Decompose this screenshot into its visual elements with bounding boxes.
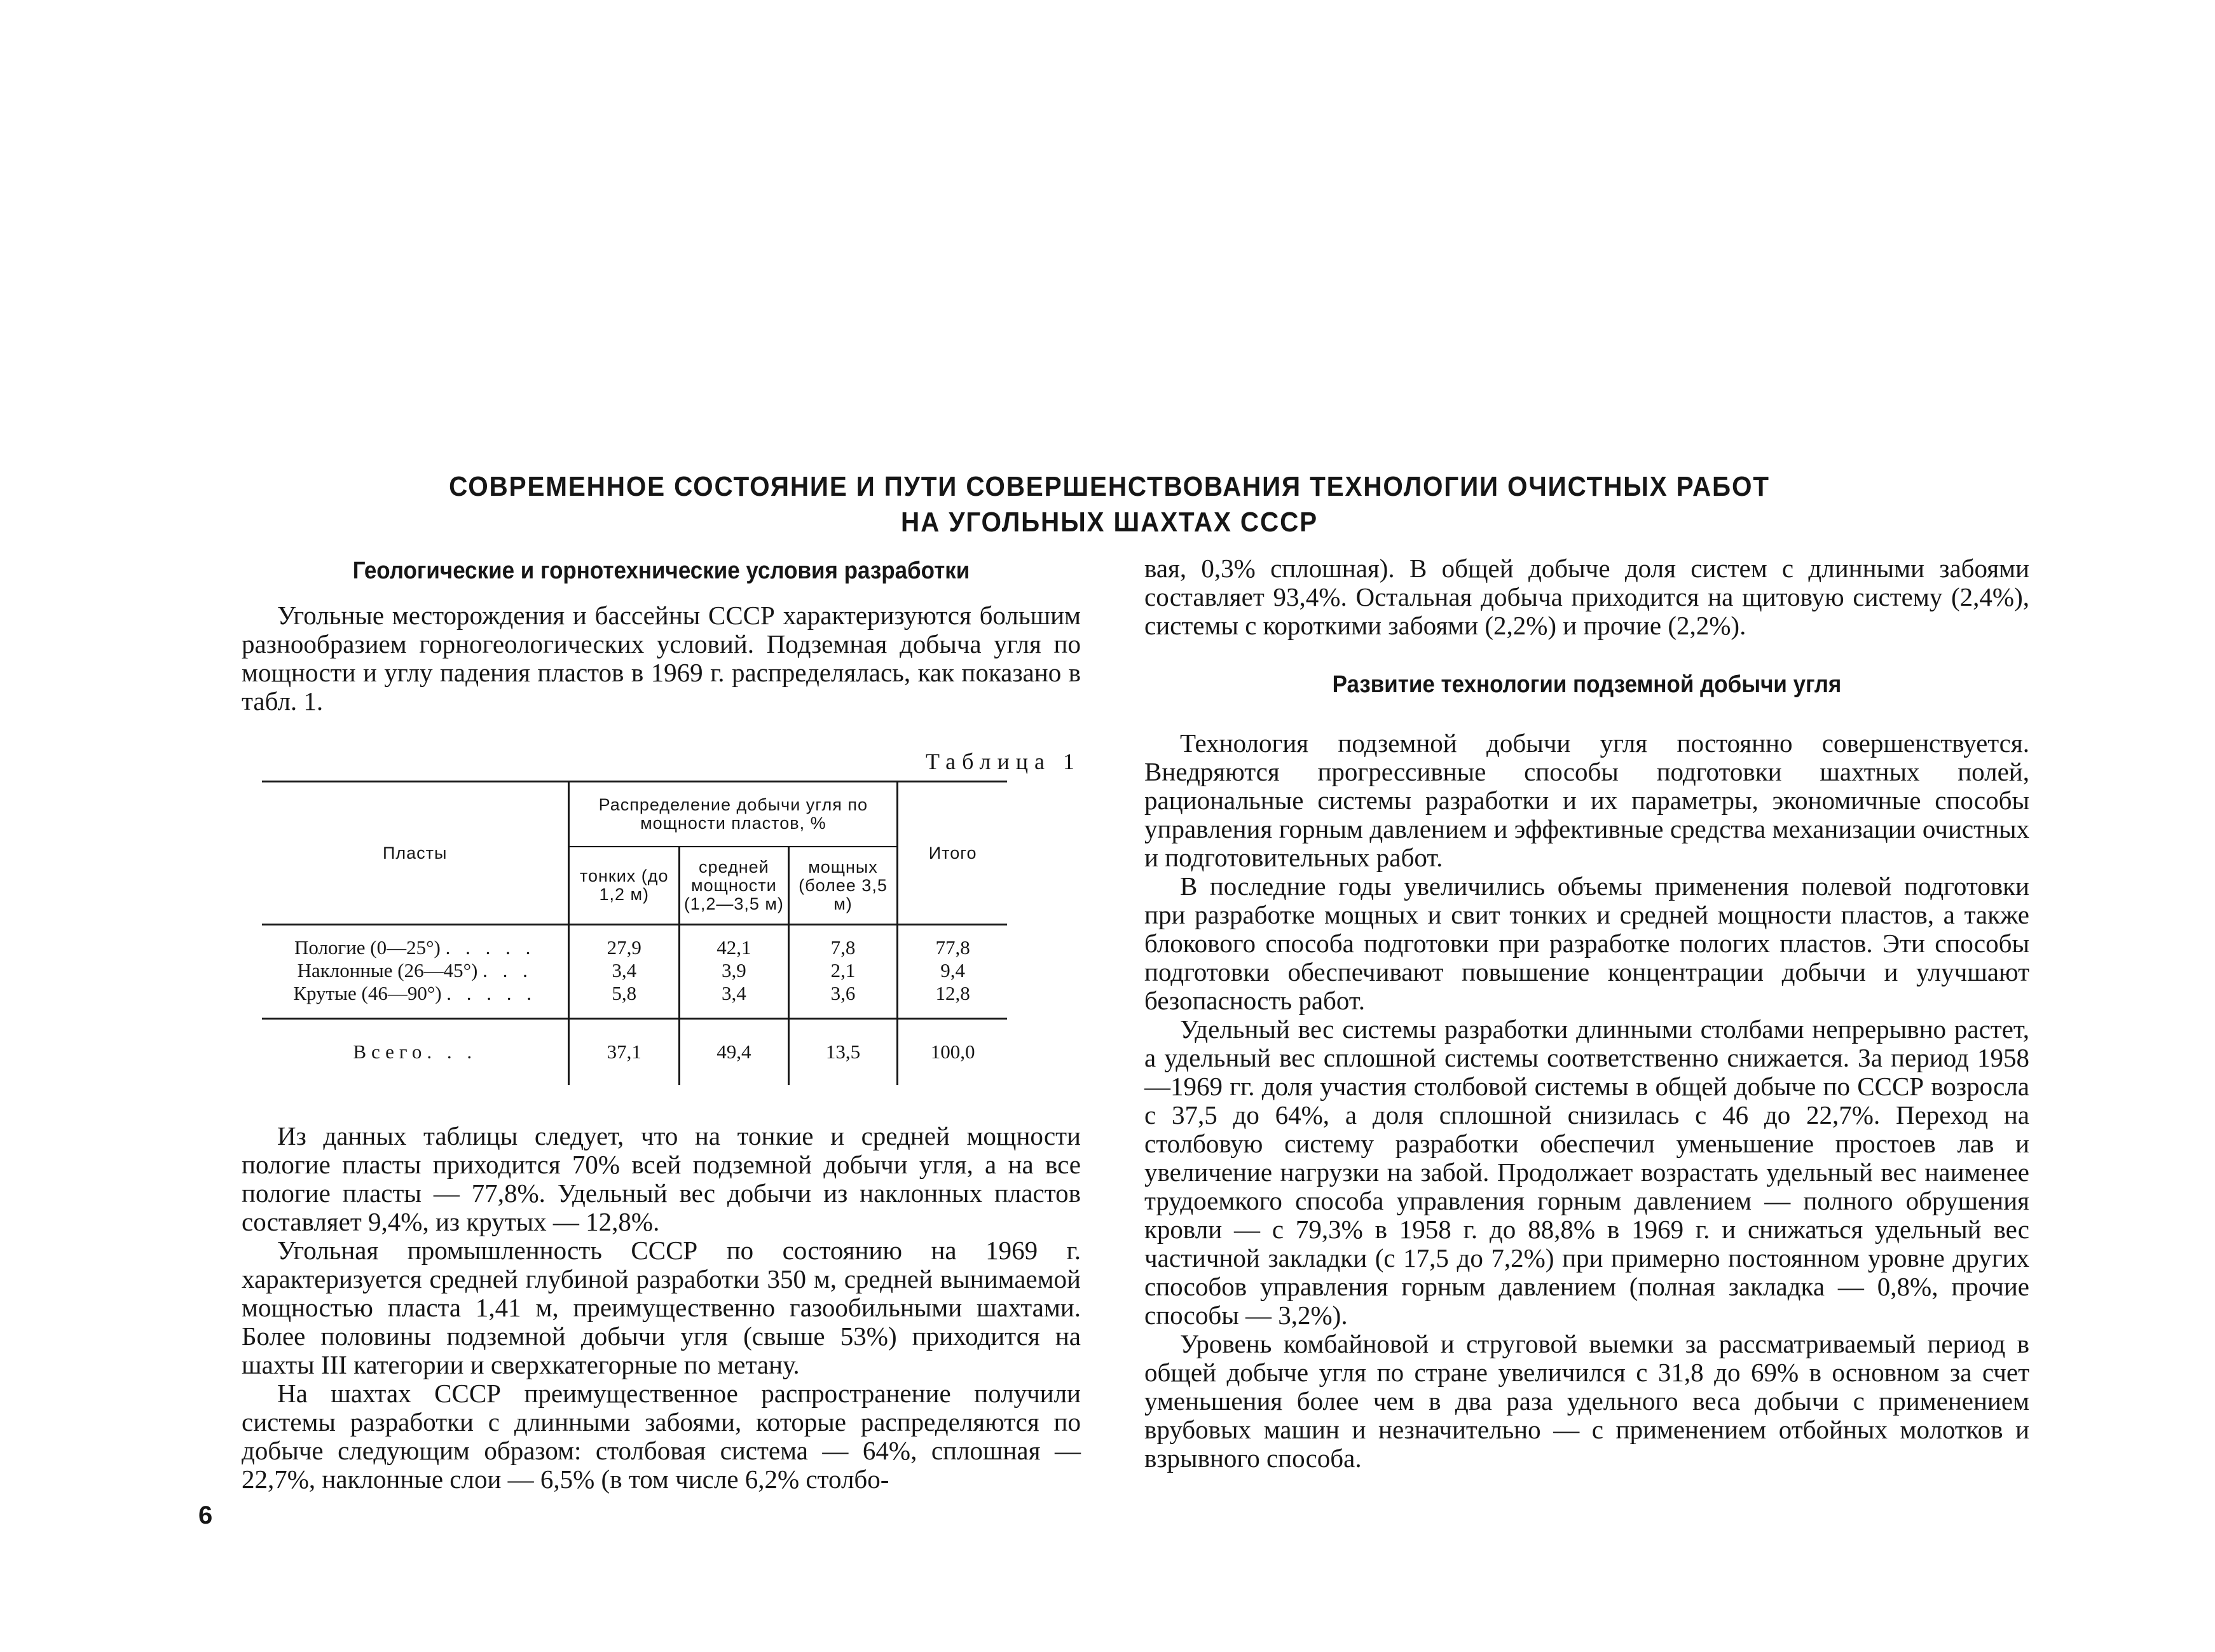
cell-medium: 3,4: [680, 982, 789, 1005]
header-thick: мощных (более 3,5 м): [788, 847, 898, 925]
paragraph-technology: Технология подземной добычи угля постоянно совершенствуется. Внедряются прогрессивные способы подготовки шахтных полей, рациональные системы разработки и их параметры, экономичные способы управления горным давлением и эффективные средства механизации очистных и подготовительных работ.: [1144, 728, 2029, 872]
cell-medium: 3,9: [680, 959, 789, 982]
cell-thick: 2,1: [788, 959, 898, 982]
article-title-line-1: СОВРЕМЕННОЕ СОСТОЯНИЕ И ПУТИ СОВЕРШЕНСТВОВАНИЯ ТЕХНОЛОГИИ ОЧИСТНЫХ РАБОТ: [449, 471, 1770, 502]
cell-medium: 49,4: [680, 1019, 789, 1085]
right-column: [1144, 554, 2029, 1473]
cell-medium: 42,1: [680, 936, 789, 959]
header-total: Итого: [898, 782, 1007, 925]
table-total-row: [262, 1019, 1007, 1085]
paragraph-mining-systems: На шахтах СССР преимущественное распространение получили системы разработки с длинными забоями, которые распределяются по добыче следующим образом: столбовая система — 64%, сплошная — 22,7%, наклонные слои — 6,5% (в том числе 6,2% столбо-: [242, 1378, 1081, 1494]
cell-thick: 3,6: [788, 982, 898, 1005]
cell-thin: 27,9: [569, 936, 680, 959]
row-label: Пологие (0—25°) . . . . .: [294, 936, 536, 959]
paragraph-mechanization: Уровень комбайновой и струговой выемки за рассматриваемый период в общей добыче угля по стране увеличился с 31,8 до 69% в основном за счет уменьшения более чем в два раза удельного веса добычи с применением врубовых машин и незначительно — с применением отбойных молотков и взрывного способа.: [1144, 1329, 2029, 1473]
article-title-line-2: НА УГОЛЬНЫХ ШАХТАХ СССР: [901, 507, 1318, 538]
paragraph-continuation: вая, 0,3% сплошная). В общей добыче доля систем с длинными забоями составляет 93,4%. Остальная добыча приходится на щитовую систему (2,4%), системы с короткими забоями (2,2%) и прочие (2,2%).: [1144, 554, 2029, 640]
header-medium: средней мощности (1,2—3,5 м): [680, 847, 789, 925]
cell-thick: 13,5: [788, 1019, 898, 1085]
row-label: Крутые (46—90°) . . . . .: [293, 981, 537, 1004]
coal-production-table: [262, 781, 1007, 1085]
section-heading-development: Развитие технологии подземной добычи угля: [1332, 671, 1842, 698]
cell-total: 77,8: [898, 936, 1007, 959]
row-label: Наклонные (26—45°) . . .: [297, 959, 533, 981]
paragraph-longwall-share: Удельный вес системы разработки длинными столбами непрерывно растет, а удельный вес сплошной системы соответственно снижается. За период 1958—1969 гг. доля участия столбовой системы в общей добыче по СССР возросла с 37,5 до 64%, а доля сплошной снизилась с 46 до 22,7%. Переход на столбовую систему разработки обеспечил уменьшение простоев лав и увеличение нагрузки на забой. Продолжает возрастать удельный вес наименее трудоемкого способа управления горным давлением — полного обрушения кровли — с 79,3% в 1958 г. до 88,8% в 1969 г. и снижаться удельный вес частичной закладки (с 17,5 до 7,2%) при примерно постоянном уровне других способов управления горным давлением (полная закладка — 0,8%, прочие способы — 3,2%).: [1144, 1014, 2029, 1330]
cell-thin: 3,4: [569, 959, 680, 982]
paragraph-table-analysis: Из данных таблицы следует, что на тонкие и средней мощности пологие пласты приходится 70% всей подземной добычи угля, а на все пологие пласты — 77,8%. Удельный вес добычи из наклонных пластов составляет 9,4%, из крутых — 12,8%.: [242, 1121, 1081, 1236]
header-plasty: Пласты: [262, 782, 569, 925]
cell-thin: 5,8: [569, 982, 680, 1005]
cell-total: 100,0: [898, 1019, 1007, 1085]
header-distribution: Распределение добычи угля по мощности пластов, %: [569, 782, 898, 847]
cell-thick: 7,8: [788, 936, 898, 959]
article-title: [416, 469, 1802, 540]
paragraph-field-preparation: В последние годы увеличились объемы применения полевой подготовки при разработке мощных и свит тонких и средней мощности пластов, а также блокового способа подготовки при разработке пологих пластов. Эти способы подготовки обеспечивают повышение концентрации добычи и улучшают безопасность работ.: [1144, 871, 2029, 1015]
header-thin: тонких (до 1,2 м): [569, 847, 680, 925]
cell-total: 9,4: [898, 959, 1007, 982]
table-caption: Таблица 1: [926, 749, 1081, 774]
page-number: 6: [198, 1501, 213, 1529]
left-column: [242, 554, 1081, 1494]
total-row-label: Всего. . .: [353, 1041, 477, 1063]
table-row: [262, 982, 1007, 1005]
cell-total: 12,8: [898, 982, 1007, 1005]
cell-thin: 37,1: [569, 1019, 680, 1085]
table-row: [262, 959, 1007, 982]
section-heading-geology: Геологические и горнотехнические условия разработки: [352, 557, 970, 584]
paragraph-intro: Угольные месторождения и бассейны СССР характеризуются большим разнообразием горногеологических условий. Подземная добыча угля по мощности и углу падения пластов в 1969 г. распределялась, как показано в табл. 1.: [242, 601, 1081, 716]
paragraph-industry-state: Угольная промышленность СССР по состоянию на 1969 г. характеризуется средней глубиной разработки 350 м, средней вынимаемой мощностью пласта 1,41 м, преимущественно газообильными шахтами. Более половины подземной добычи угля (свыше 53%) приходится на шахты III категории и сверхкатегорные по метану.: [242, 1235, 1081, 1379]
table-row: [262, 936, 1007, 959]
